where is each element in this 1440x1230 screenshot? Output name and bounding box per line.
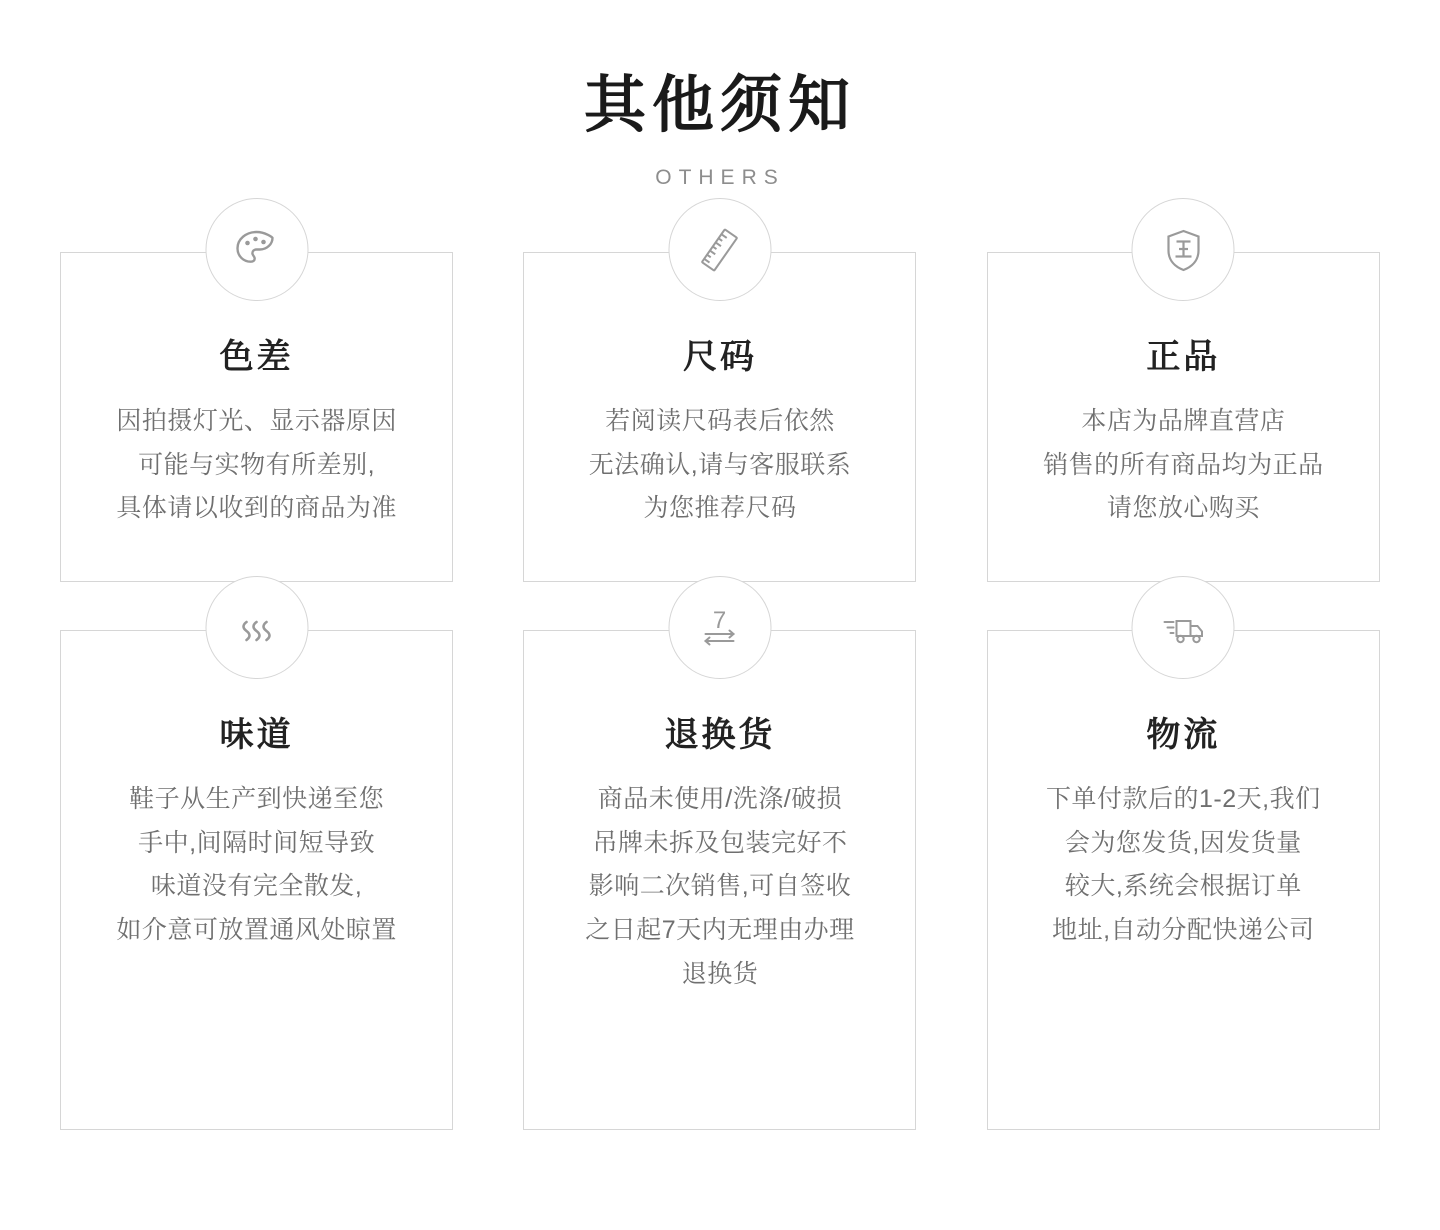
notice-cell [60, 252, 453, 582]
card-description [542, 778, 897, 997]
desc-line: 因拍摄灯光、显示器原因 [116, 406, 397, 435]
desc-line: 如介意可放置通风处晾置 [116, 916, 397, 945]
delivery-truck-icon [1132, 576, 1235, 679]
desc-line: 手中,间隔时间短导致 [138, 828, 376, 857]
desc-line: 之日起7天内无理由办理 [585, 916, 855, 945]
desc-line: 具体请以收到的商品为准 [116, 494, 397, 523]
desc-line: 下单付款后的1-2天,我们 [1046, 784, 1321, 813]
desc-line: 商品未使用/洗涤/破损 [597, 784, 843, 813]
desc-line: 味道没有完全散发, [150, 872, 363, 901]
card-title: 正品 [1146, 338, 1221, 377]
notice-grid [60, 252, 1380, 1130]
desc-line: 为您推荐尺码 [643, 494, 797, 523]
desc-line: 退换货 [681, 959, 759, 988]
card-title: 退换货 [664, 716, 776, 755]
desc-line: 可能与实物有所差别, [138, 450, 376, 479]
notice-card-color [60, 252, 453, 582]
desc-line: 会为您发货,因发货量 [1064, 828, 1302, 857]
svg-text:7: 7 [713, 606, 727, 634]
notice-card-logistics [987, 630, 1380, 1130]
notice-cell [987, 252, 1380, 582]
desc-line: 鞋子从生产到快递至您 [129, 784, 385, 813]
notice-cell [523, 252, 916, 582]
desc-line: 若阅读尺码表后依然 [605, 406, 835, 435]
card-description [542, 400, 897, 531]
desc-line: 地址,自动分配快递公司 [1052, 916, 1315, 945]
card-description [79, 400, 434, 531]
desc-line: 无法确认,请与客服联系 [588, 450, 852, 479]
card-description [79, 778, 434, 953]
notice-card-return [523, 606, 916, 1130]
palette-icon [205, 198, 308, 301]
card-title: 尺码 [682, 338, 757, 377]
page-header [0, 0, 1440, 190]
card-title: 味道 [219, 716, 294, 755]
card-description [1006, 400, 1361, 531]
card-title: 色差 [219, 338, 294, 377]
ruler-icon [668, 198, 771, 301]
page-subtitle: OTHERS [655, 166, 785, 190]
notice-cell [523, 606, 916, 1130]
card-description [1006, 778, 1361, 953]
return-7days-icon [668, 576, 771, 679]
desc-line: 销售的所有商品均为正品 [1043, 450, 1324, 479]
odor-waves-icon [205, 576, 308, 679]
desc-line: 影响二次销售,可自签收 [588, 872, 852, 901]
page-title: 其他须知 [583, 71, 856, 140]
desc-line: 吊牌未拆及包装完好不 [592, 828, 848, 857]
shield-authentic-icon [1132, 198, 1235, 301]
notice-cell [60, 630, 453, 1130]
notice-cell [987, 630, 1380, 1130]
desc-line: 请您放心购买 [1106, 494, 1260, 523]
card-title: 物流 [1146, 716, 1221, 755]
desc-line: 本店为品牌直营店 [1081, 406, 1286, 435]
notice-card-size [523, 252, 916, 582]
desc-line: 较大,系统会根据订单 [1064, 872, 1302, 901]
notice-card-authentic [987, 252, 1380, 582]
notice-card-odor [60, 630, 453, 1130]
